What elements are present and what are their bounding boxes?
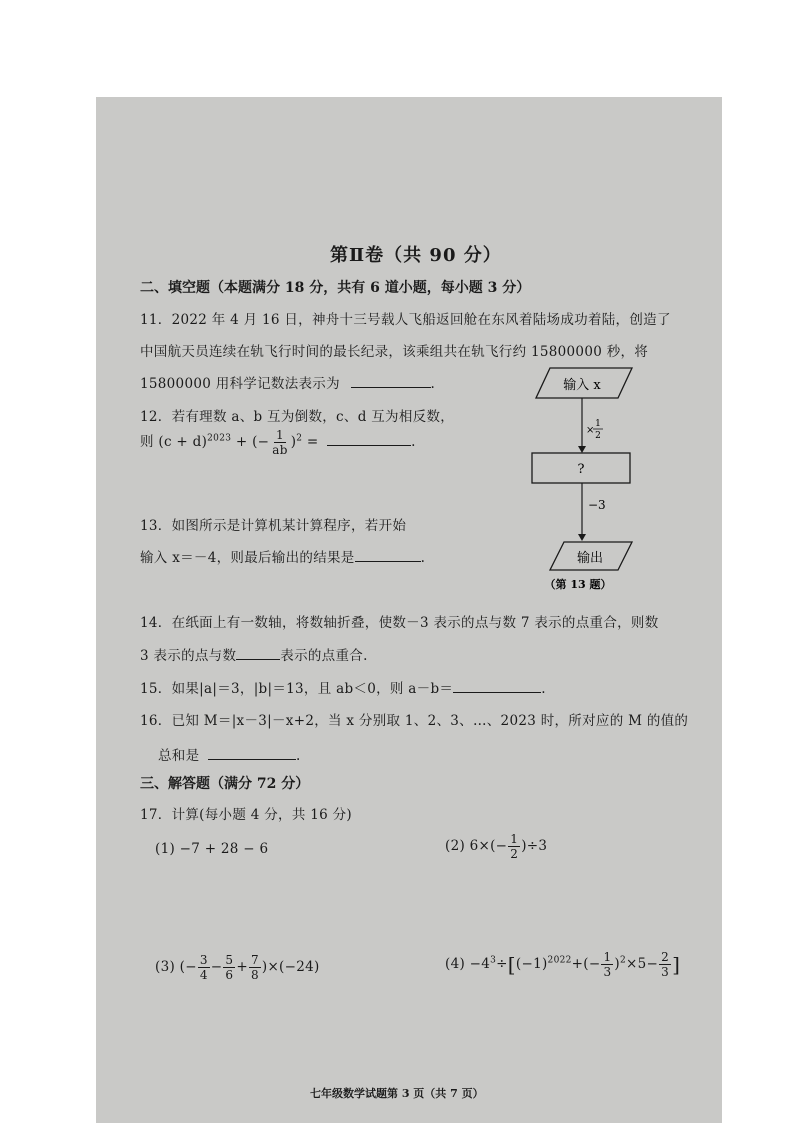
q17-p3-label: (3)	[155, 959, 176, 975]
q17-p2-num: 1	[510, 832, 519, 846]
q12-fraction	[270, 428, 289, 457]
q14-line2	[140, 644, 368, 664]
q12-close: )	[290, 434, 297, 450]
q17-p2-den: 2	[510, 847, 519, 861]
q17-p4-exp2: 2	[619, 955, 626, 966]
q17-p4-a-exp: 2022	[547, 955, 572, 966]
q17-p4-frac1	[601, 950, 613, 979]
q13-line1: 13．如图所示是计算机某计算程序，若开始	[140, 518, 407, 534]
page-title: 第Ⅱ卷（共 90 分）	[330, 245, 502, 266]
q17-part2	[445, 832, 547, 861]
q11-text: 15800000 用科学记数法表示为	[140, 376, 340, 392]
q17-p3-open: (−	[179, 959, 197, 975]
q14-answer-blank[interactable]	[236, 645, 280, 660]
q12-open: (−	[252, 434, 270, 450]
q12-frac-num: 1	[276, 428, 284, 442]
flowchart-arrowhead-1	[578, 446, 586, 453]
q17-p3-frac3	[249, 953, 261, 982]
q16-line1: 16．已知 M＝|x－3|－x+2，当 x 分别取 1、2、3、…、2023 时，所对应的 M 的值的	[140, 713, 689, 729]
flowchart-process-label: ?	[577, 462, 585, 477]
q13-text: 输入 x＝－4，则最后输出的结果是	[140, 550, 355, 566]
flowchart-minus-label: −3	[588, 498, 606, 512]
q13-line2	[140, 546, 425, 566]
q12-exp-b: 2	[296, 433, 303, 444]
flowchart-caption: （第 13 题）	[544, 578, 612, 591]
q15-text: 15．如果|a|＝3，|b|＝13，且 ab＜0，则 a－b＝	[140, 681, 454, 697]
q17-p3-n3: 7	[250, 953, 259, 967]
q16-answer-blank[interactable]	[208, 745, 296, 760]
q17-p3-n2: 5	[225, 953, 234, 967]
q12-prefix: 则	[140, 434, 154, 450]
section-3-heading: 三、解答题（满分 72 分）	[140, 776, 310, 792]
q17-part4	[445, 950, 680, 979]
q17-p4-plus: +(−	[571, 956, 601, 972]
q11-line1: 11．2022 年 4 月 16 日，神舟十三号载人飞船返回舱在东风着陆场成功着陆，创造了	[140, 312, 671, 328]
q17-p4-d1: 3	[603, 965, 612, 979]
q17-p4-div: ÷	[496, 956, 508, 972]
q13-end: .	[420, 550, 426, 566]
q12-expression	[140, 428, 416, 457]
q16-text: 总和是	[158, 748, 200, 764]
q17-p4-n1: 1	[603, 950, 612, 964]
flowchart-arrowhead-2	[578, 534, 586, 541]
section-2-heading: 二、填空题（本题满分 18 分，共有 6 道小题，每小题 3 分）	[140, 280, 531, 296]
q17-p3-d1: 4	[199, 968, 208, 982]
flowchart-times-sign: ×	[586, 425, 595, 436]
q17-p3-d3: 8	[250, 968, 259, 982]
q17-p3-post: )×(−24)	[261, 959, 320, 975]
flowchart-input-label: 输入 x	[563, 378, 601, 393]
q14-text-a: 3 表示的点与数	[140, 648, 237, 664]
q11-line2: 中国航天员连续在轨飞行时间的最长纪录，该乘组共在轨飞行约 15800000 秒，将	[140, 344, 649, 360]
q12-line1: 12．若有理数 a、b 互为倒数，c、d 互为相反数，	[140, 409, 455, 425]
flowchart-output-label: 输出	[576, 551, 604, 566]
q17-p2-pre: (2) 6×(−	[445, 838, 508, 854]
q17-part3	[155, 953, 320, 982]
q17-p4-bracket-close: ]	[672, 952, 681, 977]
q15-line	[140, 677, 546, 697]
q17-p4-label: (4)	[445, 956, 466, 972]
q17-p3-frac2	[223, 953, 235, 982]
q12-eq: =	[306, 434, 319, 450]
q17-p4-exp: 3	[490, 955, 497, 966]
q17-p2-fraction	[508, 832, 520, 861]
q12-end: .	[411, 434, 416, 450]
q17-p4-frac2	[659, 950, 671, 979]
q12-plus: +	[235, 434, 248, 450]
q17-p3-n1: 3	[199, 953, 208, 967]
q14-line1: 14．在纸面上有一数轴，将数轴折叠，使数－3 表示的点与数 7 表示的点重合，则数	[140, 615, 659, 631]
q17-part1: (1) −7 + 28 − 6	[155, 841, 269, 857]
q17-p4-times: ×5−	[626, 956, 659, 972]
q12-answer-blank[interactable]	[327, 431, 411, 446]
q11-end: .	[430, 376, 436, 392]
q14-text-b: 表示的点重合.	[280, 648, 368, 664]
q16-end: .	[296, 748, 301, 764]
flowchart-times-den: 2	[595, 431, 601, 441]
page-footer: 七年级数学试题第 3 页（共 7 页）	[310, 1087, 484, 1100]
q17-p4-pre: −4	[469, 956, 491, 972]
q17-p3-frac1	[198, 953, 210, 982]
q15-end: .	[541, 681, 546, 697]
q12-expr-a: (c + d)	[158, 434, 208, 450]
q17-title: 17．计算(每小题 4 分，共 16 分)	[140, 807, 352, 823]
q17-p4-a: (−1)	[515, 956, 548, 972]
flowchart-q13	[520, 362, 650, 594]
q17-p3-minus: −	[210, 959, 223, 975]
q17-p3-plus: +	[236, 959, 248, 975]
q11-line3	[140, 372, 435, 392]
q17-p4-bracket-open: [	[507, 952, 516, 977]
q11-answer-blank[interactable]	[351, 373, 431, 388]
q17-p4-n2: 2	[661, 950, 670, 964]
q17-p2-post: )÷3	[521, 838, 548, 854]
q16-line2	[158, 744, 301, 764]
q12-exp-a: 2023	[207, 433, 232, 444]
q17-p4-close: )	[614, 956, 620, 972]
flowchart-times-num: 1	[595, 419, 601, 429]
q13-answer-blank[interactable]	[355, 547, 421, 562]
q17-p4-d2: 3	[661, 965, 670, 979]
q15-answer-blank[interactable]	[453, 678, 541, 693]
q12-frac-den: ab	[272, 443, 288, 457]
q17-p3-d2: 6	[225, 968, 234, 982]
